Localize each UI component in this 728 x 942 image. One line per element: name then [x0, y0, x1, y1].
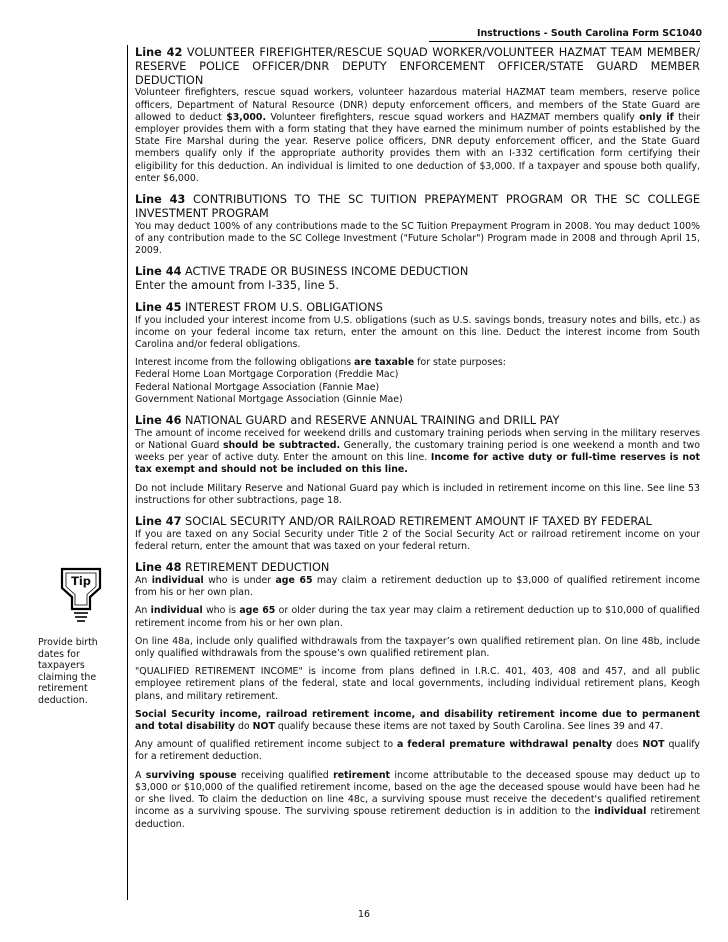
line-48-qualified-definition: "QUALIFIED RETIREMENT INCOME" is income from plans defined in I.R.C. 401, 403, 408 and 457, and all public employee retirement plans of the federal, state and local governments, including individual retirement plans, Keogh plans, and military retirement. — [135, 666, 700, 702]
line-48-section — [135, 561, 700, 830]
obligation-item: Government National Mortgage Association (Ginnie Mae) — [135, 393, 403, 405]
line-43-paragraph: You may deduct 100% of any contributions made to the SC Tuition Prepayment Program in 2008. You may deduct 100% of any contribution made to the SC College Investment ("Future Scholar") Program made in 2008 and through April 15, 2009. — [135, 220, 700, 257]
margin-note: Provide birth dates for taxpayers claiming the retirement deduction. — [38, 637, 98, 706]
line-number: Line 43 — [135, 193, 186, 207]
tip-label: Tip — [71, 574, 91, 588]
line-title: RETIREMENT DEDUCTION — [185, 561, 330, 575]
line-44-section — [135, 265, 700, 293]
line-48-surviving-spouse: A surviving spouse receiving qualified retirement income attributable to the deceased spouse may deduct up to $3,000 or $10,000 of the qualified retirement income, based on the age the deceased spouse would have been had he or she lived. To claim the deduction on line 48c, a surviving spouse must receive the decedent's qualified retirement income as a surviving spouse. The surviving spouse retirement deduction is in addition to the individual retirement deduction. — [135, 769, 700, 830]
line-number: Line 44 — [135, 265, 182, 279]
line-45-taxable-intro: Interest income from the following obligations are taxable for state purposes: — [135, 357, 506, 369]
page-number: 16 — [358, 909, 370, 920]
line-48-under-65: An individual who is under age 65 may claim a retirement deduction up to $3,000 of qualified retirement income from his or her own plan. — [135, 575, 700, 599]
line-title: SOCIAL SECURITY AND/OR RAILROAD RETIREMENT AMOUNT IF TAXED BY FEDERAL — [185, 515, 652, 529]
instructions-body — [135, 46, 700, 839]
line-title: ACTIVE TRADE OR BUSINESS INCOME DEDUCTION — [185, 265, 469, 279]
page-header: Instructions - South Carolina Form SC1040 — [477, 28, 702, 39]
line-44-heading — [135, 265, 700, 279]
obligation-item: Federal Home Loan Mortgage Corporation (Freddie Mac) — [135, 369, 399, 381]
line-number: Line 48 — [135, 561, 182, 575]
line-48-heading — [135, 561, 700, 575]
line-47-section — [135, 515, 700, 553]
margin-divider — [127, 45, 128, 900]
line-48-nonqualifying-income: Social Security income, railroad retirement income, and disability retirement income due to permanent and total disability do NOT qualify because these items are not taxed by South Carolina. See lines 39 and 47. — [135, 708, 700, 733]
line-48-penalty: Any amount of qualified retirement income subject to a federal premature withdrawal penalty does NOT qualify for a retirement deduction. — [135, 739, 700, 763]
tip-icon — [57, 566, 105, 628]
line-43-section — [135, 193, 700, 257]
line-title: NATIONAL GUARD and RESERVE ANNUAL TRAINING and DRILL PAY — [185, 414, 560, 428]
line-title: INTEREST FROM U.S. OBLIGATIONS — [185, 300, 383, 314]
line-42-heading — [135, 46, 700, 87]
line-43-heading — [135, 193, 700, 221]
obligation-item: Federal National Mortgage Association (Fannie Mae) — [135, 381, 380, 393]
line-title: VOLUNTEER FIREFIGHTER/RESCUE SQUAD WORKER/VOLUNTEER HAZMAT TEAM MEMBER/ RESERVE POLICE OFFICER/DNR DEPUTY ENFORCEMENT OFFICER/STATE GUARD MEMBER DEDUCTION — [135, 46, 700, 87]
line-47-paragraph: If you are taxed on any Social Security under Title 2 of the Social Security Act or railroad retirement income on your federal return, enter the amount that was taxed on your federal return. — [135, 528, 700, 553]
header-rule — [429, 41, 700, 42]
line-46-paragraph: The amount of income received for weekend drills and customary training periods when serving in the military reserves or National Guard should be subtracted. Generally, the customary training period is one weekend a month and two weeks per year of active duty. Enter the amount on this line. Income for active duty or full-time reserves is not tax exempt and should not be included on this line. — [135, 427, 700, 476]
line-42-paragraph: Volunteer firefighters, rescue squad workers, volunteer hazardous material HAZMAT team members, reserve police officers, Department of Natural Resource (DNR) deputy enforcement officers, and members of the State Guard are allowed to deduct $3,000. Volunteer firefighters, rescue squad workers and HAZMAT members qualify only if their employer provides them with a form stating that they have earned the minimum number of points established by the State Fire Marshal during the year. Reserve police officers, DNR deputy enforcement officer, and the State Guard members qualify only if the appropriate authority provides them with an I-332 certification form certifying their eligibility for this deduction. An individual is limited to one deduction of $3,000. If a taxpayer and spouse both qualify, enter $6,000. — [135, 87, 701, 184]
line-48-65-or-older: An individual who is age 65 or older during the tax year may claim a retirement deduction up to $10,000 of qualified retirement income from his or her own plan. — [135, 605, 700, 629]
line-45-section — [135, 301, 700, 406]
line-47-heading — [135, 515, 700, 529]
line-45-paragraph: If you included your interest income from U.S. obligations (such as U.S. savings bonds, treasury notes and bills, etc.) as income on your federal income tax return, enter the amount on this line. Deduct the interest income from South Carolina and/or federal obligations. — [135, 314, 700, 351]
line-42-section — [135, 46, 700, 185]
line-48-withdrawals: On line 48a, include only qualified withdrawals from the taxpayer’s own qualified retirement plan. On line 48b, include only qualified withdrawals from the spouse’s own qualified retirement plan. — [135, 635, 700, 660]
line-number: Line 47 — [135, 515, 182, 529]
line-46-note: Do not include Military Reserve and National Guard pay which is included in retirement income on this line. See line 53 instructions for other subtractions, page 18. — [135, 482, 700, 506]
line-44-paragraph: Enter the amount from I-335, line 5. — [135, 279, 340, 293]
line-title: CONTRIBUTIONS TO THE SC TUITION PREPAYMENT PROGRAM OR THE SC COLLEGE INVESTMENT PROGRAM — [135, 193, 701, 220]
line-46-section — [135, 414, 700, 507]
line-46-heading — [135, 414, 700, 428]
line-number: Line 45 — [135, 300, 182, 314]
line-45-heading — [135, 301, 700, 315]
line-number: Line 46 — [135, 414, 182, 428]
line-number: Line 42 — [135, 46, 183, 59]
